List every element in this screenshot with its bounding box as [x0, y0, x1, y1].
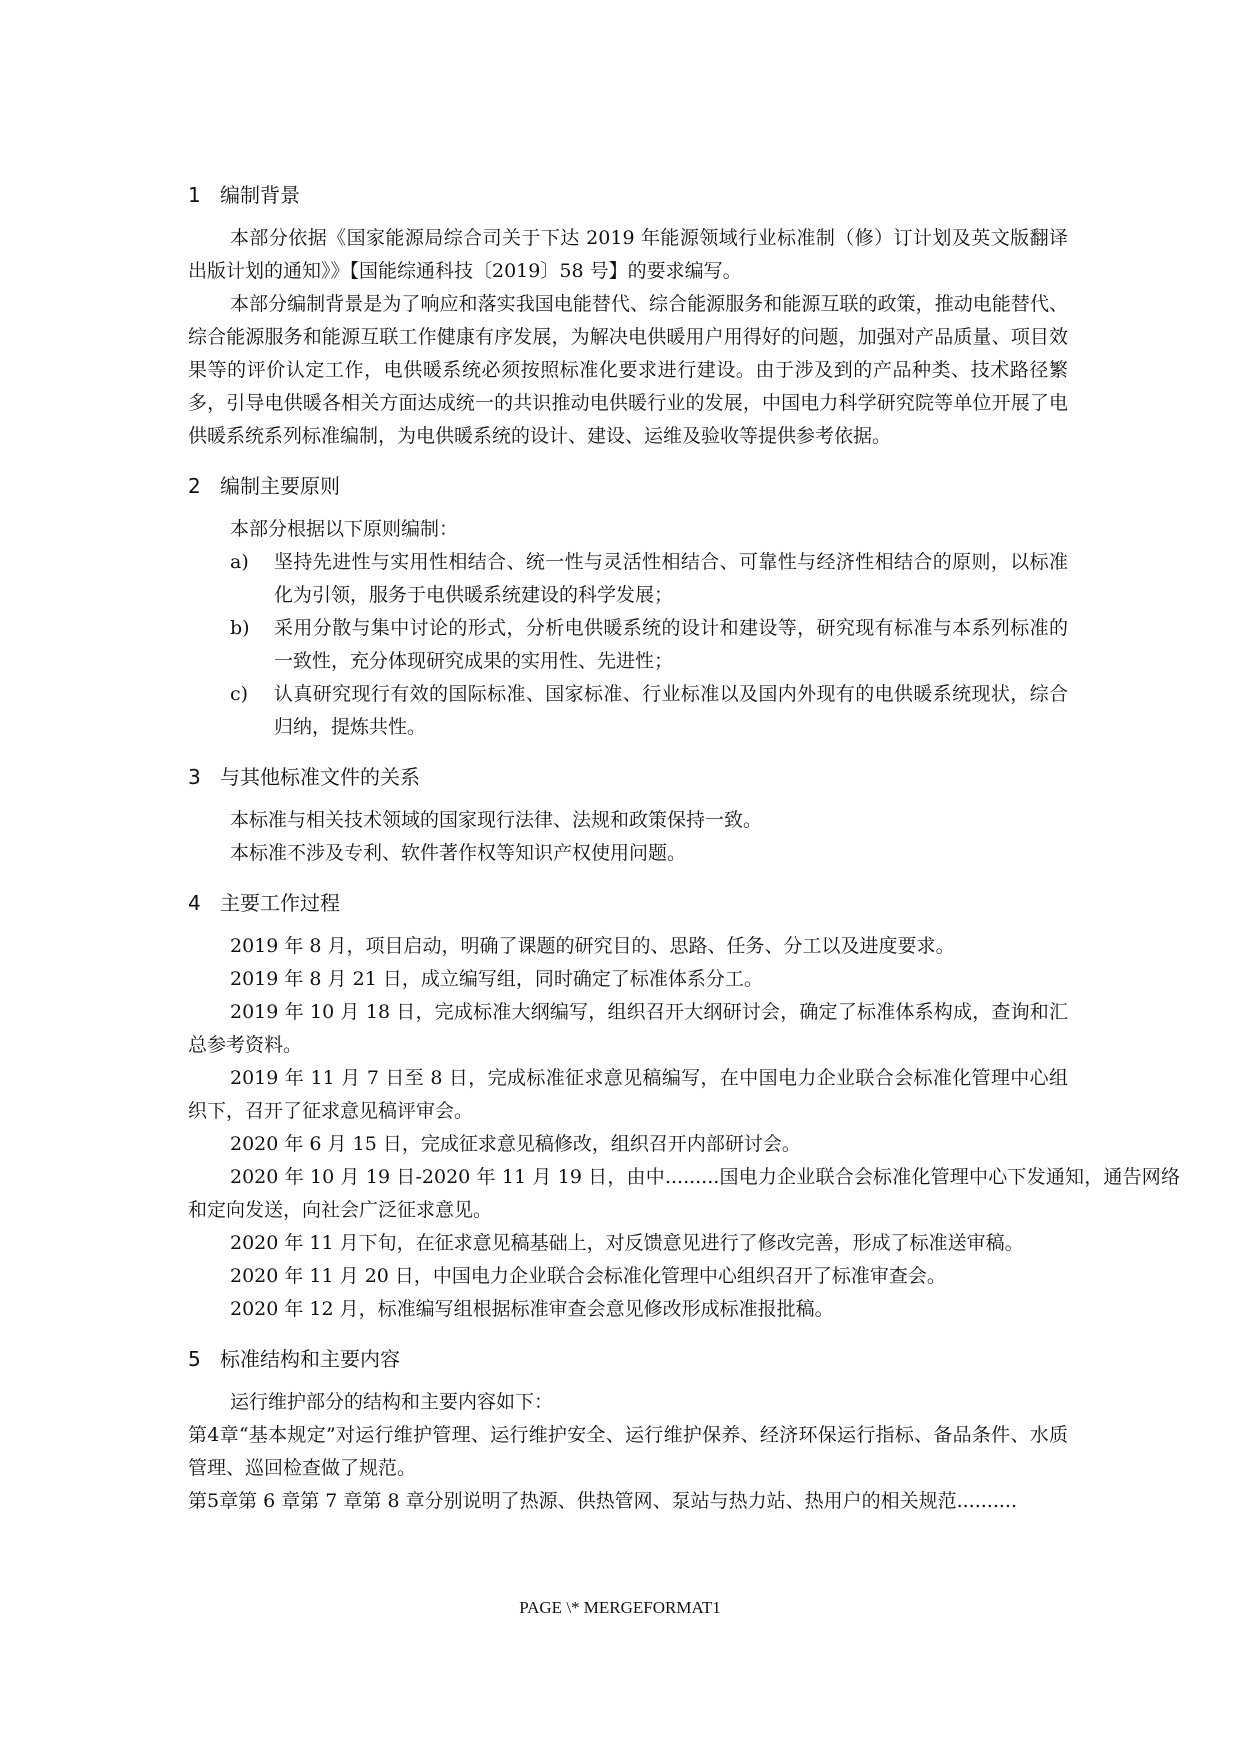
- section-number: 4: [188, 891, 201, 915]
- timeline-entry: 2019 年 8 月 21 日，成立编写组，同时确定了标准体系分工。: [230, 968, 763, 990]
- list-marker: c): [230, 683, 249, 705]
- list-item: [188, 612, 1068, 678]
- paragraph: 本标准不涉及专利、软件著作权等知识产权使用问题。: [230, 842, 687, 864]
- timeline-entry: 2019 年 10 月 18 日，完成标准大纲编写，组织召开大纲研讨会，确定了标准体系构成，查询和汇总参考资料。: [188, 1001, 1068, 1056]
- timeline-entry: 2020 年 12 月，标准编写组根据标准审查会意见修改形成标准报批稿。: [230, 1298, 834, 1320]
- section-4: [188, 886, 1180, 1326]
- list-text: 认真研究现行有效的国际标准、国家标准、行业标准以及国内外现有的电供暖系统现状，综合归纳，提炼共性。: [274, 683, 1068, 738]
- section-number: 3: [188, 765, 201, 789]
- section-heading: [188, 1342, 1068, 1376]
- timeline-entry: 2019 年 11 月 7 日至 8 日，完成标准征求意见稿编写，在中国电力企业联合会标准化管理中心组织下，召开了征求意见稿评审会。: [188, 1067, 1068, 1122]
- list-item: [188, 678, 1068, 744]
- paragraph: 本部分根据以下原则编制：: [230, 518, 459, 540]
- section-heading: [188, 886, 1068, 920]
- section-title: 主要工作过程: [220, 891, 340, 915]
- timeline-entry: 2020 年 11 月 20 日，中国电力企业联合会标准化管理中心组织召开了标准审查会。: [230, 1265, 946, 1287]
- section-number: 5: [188, 1347, 201, 1371]
- section-title: 标准结构和主要内容: [220, 1347, 400, 1371]
- paragraph: 本部分编制背景是为了响应和落实我国电能替代、综合能源服务和能源互联的政策，推动电能替代、综合能源服务和能源互联工作健康有序发展，为解决电供暖用户用得好的问题，加强对产品质量、项目效果等的评价认定工作，电供暖系统必须按照标准化要求进行建设。由于涉及到的产品种类、技术路径繁多，引导电供暖各相关方面达成统一的共识推动电供暖行业的发展，中国电力科学研究院等单位开展了电供暖系统系列标准编制，为电供暖系统的设计、建设、运维及验收等提供参考依据。: [188, 293, 1068, 447]
- chapter-summary: 第4章“基本规定”对运行维护管理、运行维护安全、运行维护保养、经济环保运行指标、备品条件、水质管理、巡回检查做了规范。: [188, 1424, 1068, 1479]
- timeline-entry: 2020 年 10 月 19 日-2020 年 11 月 19 日，由中.........国电力企业联合会标准化管理中心下发通知，通告网络和定向发送，向社会广泛征求意见。: [188, 1166, 1180, 1221]
- list-marker: b): [230, 617, 250, 639]
- section-heading: [188, 178, 1068, 212]
- section-1: [188, 178, 1068, 453]
- chapter-summary: 第5章第 6 章第 7 章第 8 章分别说明了热源、供热管网、泵站与热力站、热用户的相关规范..........: [188, 1490, 1017, 1512]
- list-text: 采用分散与集中讨论的形式，分析电供暖系统的设计和建设等，研究现有标准与本系列标准的一致性，充分体现研究成果的实用性、先进性；: [274, 617, 1068, 672]
- section-5: [188, 1342, 1068, 1518]
- list-item: [188, 546, 1068, 612]
- timeline-entry: 2019 年 8 月，项目启动，明确了课题的研究目的、思路、任务、分工以及进度要求。: [230, 935, 955, 957]
- page-number-field: PAGE \* MERGEFORMAT1: [519, 1598, 721, 1617]
- timeline-entry: 2020 年 6 月 15 日，完成征求意见稿修改，组织召开内部研讨会。: [230, 1133, 801, 1155]
- list-marker: a): [230, 551, 249, 573]
- section-number: 2: [188, 474, 201, 498]
- paragraph: 本标准与相关技术领域的国家现行法律、法规和政策保持一致。: [230, 809, 763, 831]
- section-title: 与其他标准文件的关系: [220, 765, 420, 789]
- section-2: [188, 469, 1068, 744]
- document-body: [188, 178, 1180, 1534]
- section-heading: [188, 469, 1068, 503]
- section-title: 编制主要原则: [220, 474, 340, 498]
- paragraph: 本部分依据《国家能源局综合司关于下达 2019 年能源领域行业标准制（修）订计划及英文版翻译出版计划的通知》》【国能综通科技〔2019〕58 号】的要求编写。: [188, 227, 1068, 282]
- list-text: 坚持先进性与实用性相结合、统一性与灵活性相结合、可靠性与经济性相结合的原则，以标准化为引领，服务于电供暖系统建设的科学发展；: [274, 551, 1068, 606]
- page-footer: [0, 1596, 1240, 1620]
- principles-list: [188, 546, 1068, 744]
- timeline-entry: 2020 年 11 月下旬，在征求意见稿基础上，对反馈意见进行了修改完善，形成了标准送审稿。: [230, 1232, 1024, 1254]
- paragraph: 运行维护部分的结构和主要内容如下：: [230, 1391, 554, 1413]
- section-title: 编制背景: [220, 183, 300, 207]
- section-heading: [188, 760, 1068, 794]
- section-number: 1: [188, 183, 201, 207]
- section-3: [188, 760, 1068, 870]
